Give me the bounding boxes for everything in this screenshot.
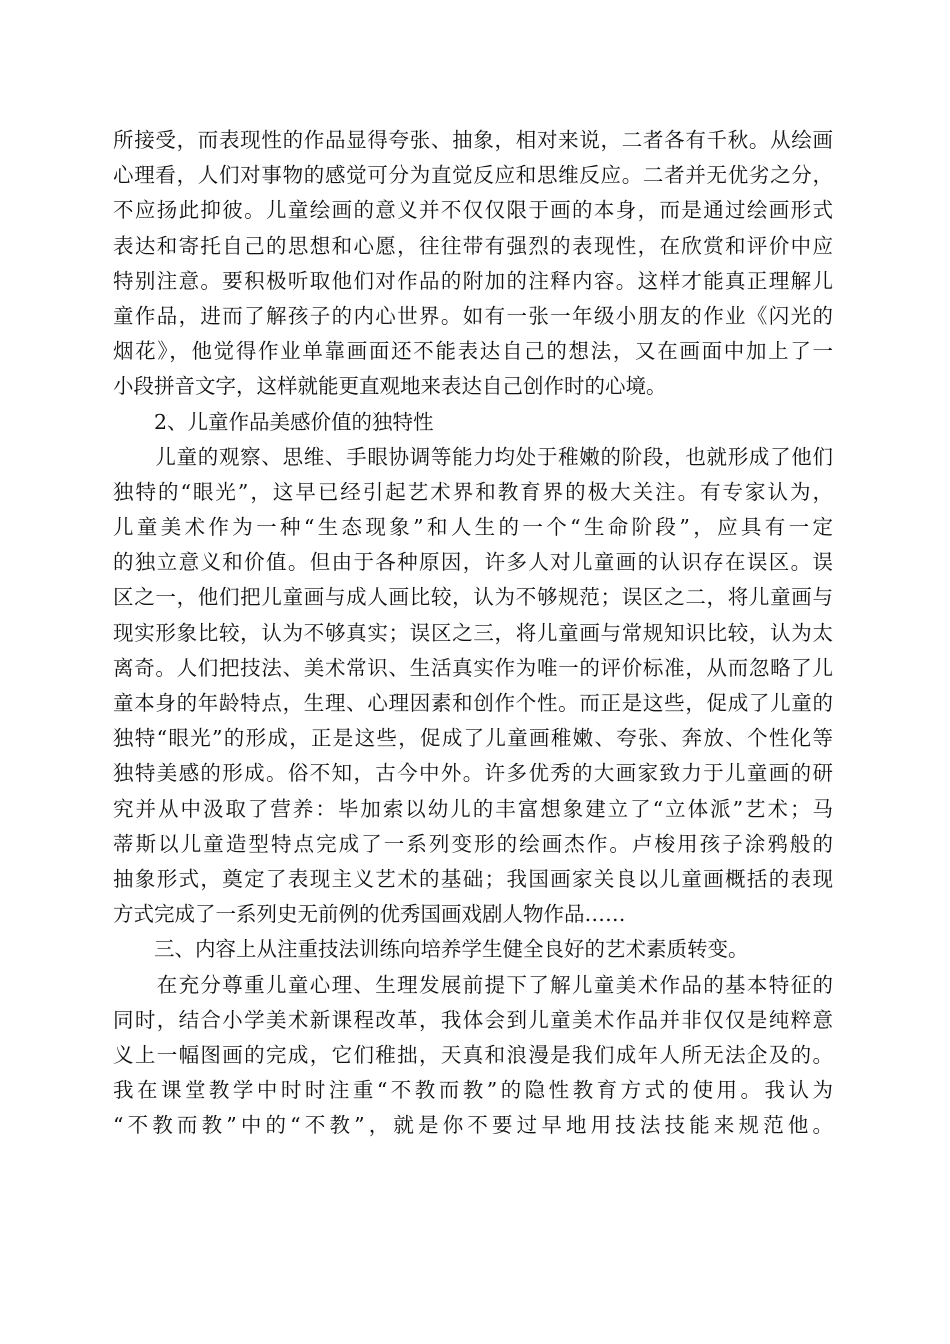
- text-line: 究并从中汲取了营养：毕加索以幼儿的丰富想象建立了“立体派”艺术；马: [113, 796, 833, 821]
- text-line: 童本身的年龄特点，生理、心理因素和创作个性。而正是这些，促成了儿童的: [113, 691, 833, 715]
- section-heading: 三、内容上从注重技法训练向培养学生健全良好的艺术素质转变。: [113, 937, 749, 962]
- text-line: 区之一，他们把儿童画与成人画比较，认为不够规范；误区之二，将儿童画与: [113, 585, 833, 610]
- text-line: 义上一幅图画的完成，它们稚拙，天真和浪漫是我们成年人所无法企及的。: [113, 1042, 833, 1067]
- text-line: 独特美感的形成。俗不知，古今中外。许多优秀的大画家致力于儿童画的研: [113, 761, 833, 786]
- text-line: 离奇。人们把技法、美术常识、生活真实作为唯一的评价标准，从而忽略了儿: [113, 655, 833, 680]
- text-line: 心理看，人们对事物的感觉可分为直觉反应和思维反应。二者并无优劣之分，: [113, 163, 833, 188]
- text-line: 我在课堂教学中时时注重“不教而教”的隐性教育方式的使用。我认为: [113, 1078, 833, 1103]
- text-line: 独特“眼光”的形成，正是这些，促成了儿童画稚嫩、夸张、奔放、个性化等: [113, 726, 833, 751]
- text-line: “不教而教”中的“不教”，就是你不要过早地用技法技能来规范他。: [113, 1113, 833, 1138]
- text-line: 方式完成了一系列史无前例的优秀国画戏剧人物作品……: [113, 902, 626, 927]
- text-line: 小段拼音文字，这样就能更直观地来表达自己创作时的心境。: [113, 374, 667, 399]
- text-line: 不应扬此抑彼。儿童绘画的意义并不仅仅限于画的本身，而是通过绘画形式: [113, 198, 833, 223]
- text-line: 表达和寄托自己的思想和心愿，往往带有强烈的表现性，在欣赏和评价中应: [113, 233, 833, 258]
- text-line: 特别注意。要积极听取他们对作品的附加的注释内容。这样才能真正理解儿: [113, 268, 833, 293]
- text-line: 独特的“眼光”，这早已经引起艺术界和教育界的极大关注。有专家认为，: [113, 479, 833, 504]
- section-heading: 2、儿童作品美感价值的独特性: [113, 409, 434, 434]
- text-line: 所接受，而表现性的作品显得夸张、抽象，相对来说，二者各有千秋。从绘画: [113, 128, 833, 152]
- text-line: 现实形象比较，认为不够真实；误区之三，将儿童画与常规知识比较，认为太: [113, 620, 833, 645]
- text-line: 童作品，进而了解孩子的内心世界。如有一张一年级小朋友的作业《闪光的: [113, 303, 833, 328]
- text-line: 儿童美术作为一种“生态现象”和人生的一个“生命阶段”，应具有一定: [113, 515, 833, 540]
- text-line: 抽象形式，奠定了表现主义艺术的基础；我国画家关良以儿童画概括的表现: [113, 866, 833, 891]
- text-line: 儿童的观察、思维、手眼协调等能力均处于稚嫩的阶段，也就形成了他们: [113, 444, 833, 469]
- text-line: 同时，结合小学美术新课程改革，我体会到儿童美术作品并非仅仅是纯粹意: [113, 1007, 833, 1032]
- text-line: 在充分尊重儿童心理、生理发展前提下了解儿童美术作品的基本特征的: [113, 972, 833, 997]
- text-line: 的独立意义和价值。但由于各种原因，许多人对儿童画的认识存在误区。误: [113, 550, 833, 575]
- text-line: 蒂斯以儿童造型特点完成了一系列变形的绘画杰作。卢梭用孩子涂鸦般的: [113, 831, 833, 856]
- text-line: 烟花》，他觉得作业单靠画面还不能表达自己的想法，又在画面中加上了一: [113, 339, 833, 364]
- body-text: [113, 123, 833, 1143]
